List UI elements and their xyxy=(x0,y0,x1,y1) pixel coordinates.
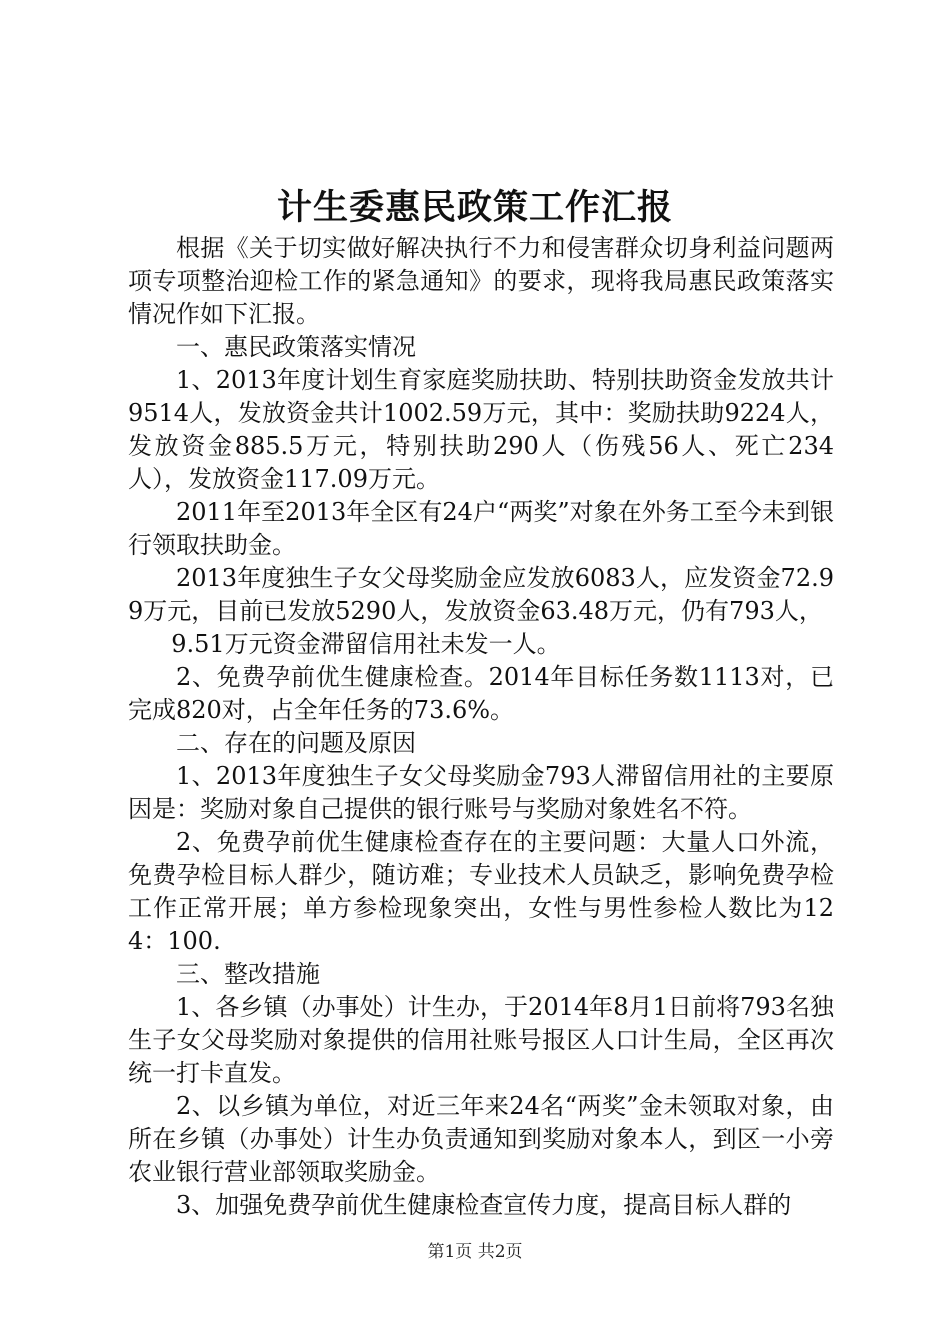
paragraph-3-1: 1、各乡镇（办事处）计生办，于2014年8月1日前将793名独生子女父母奖励对象提供的信用社账号报区人口计生局，全区再次统一打卡直发。 xyxy=(128,993,834,1087)
paragraph-1-4: 9.51万元资金滞留信用社未发一人。 xyxy=(171,630,561,658)
paragraph-3-2: 2、以乡镇为单位，对近三年来24名“两奖”金未领取对象，由所在乡镇（办事处）计生办负责通知到奖励对象本人，到区一小旁农业银行营业部领取奖励金。 xyxy=(128,1092,834,1186)
document-body xyxy=(128,232,834,1222)
heading-section-3: 三、整改措施 xyxy=(176,960,320,988)
paragraph-1-3: 2013年度独生子女父母奖励金应发放6083人，应发资金72.99万元，目前已发放5290人，发放资金63.48万元，仍有793人， xyxy=(128,564,834,625)
paragraph-2-1: 1、2013年度独生子女父母奖励金793人滞留信用社的主要原因是：奖励对象自己提供的银行账号与奖励对象姓名不符。 xyxy=(128,762,834,823)
paragraph-1-1: 1、2013年度计划生育家庭奖励扶助、特别扶助资金发放共计9514人，发放资金共计1002.59万元，其中：奖励扶助9224人，发放资金885.5万元，特别扶助290人（伤残56人、死亡234人），发放资金117.09万元。 xyxy=(128,366,834,493)
heading-section-1: 一、惠民政策落实情况 xyxy=(176,333,416,361)
paragraph-1-2: 2011年至2013年全区有24户“两奖”对象在外务工至今未到银行领取扶助金。 xyxy=(128,498,834,559)
paragraph-intro: 根据《关于切实做好解决执行不力和侵害群众切身利益问题两项专项整治迎检工作的紧急通知》的要求，现将我局惠民政策落实情况作如下汇报。 xyxy=(128,234,834,328)
paragraph-1-5: 2、免费孕前优生健康检查。2014年目标任务数1113对，已完成820对，占全年任务的73.6%。 xyxy=(128,663,834,724)
page-footer: 第1页 共2页 xyxy=(427,1242,523,1262)
paragraph-2-2: 2、免费孕前优生健康检查存在的主要问题：大量人口外流，免费孕检目标人群少，随访难；专业技术人员缺乏，影响免费孕检工作正常开展；单方参检现象突出，女性与男性参检人数比为124：100. xyxy=(128,828,834,955)
document-title: 计生委惠民政策工作汇报 xyxy=(276,187,673,228)
heading-section-2: 二、存在的问题及原因 xyxy=(176,729,416,757)
paragraph-3-3: 3、加强免费孕前优生健康检查宣传力度，提高目标人群的 xyxy=(176,1191,792,1219)
